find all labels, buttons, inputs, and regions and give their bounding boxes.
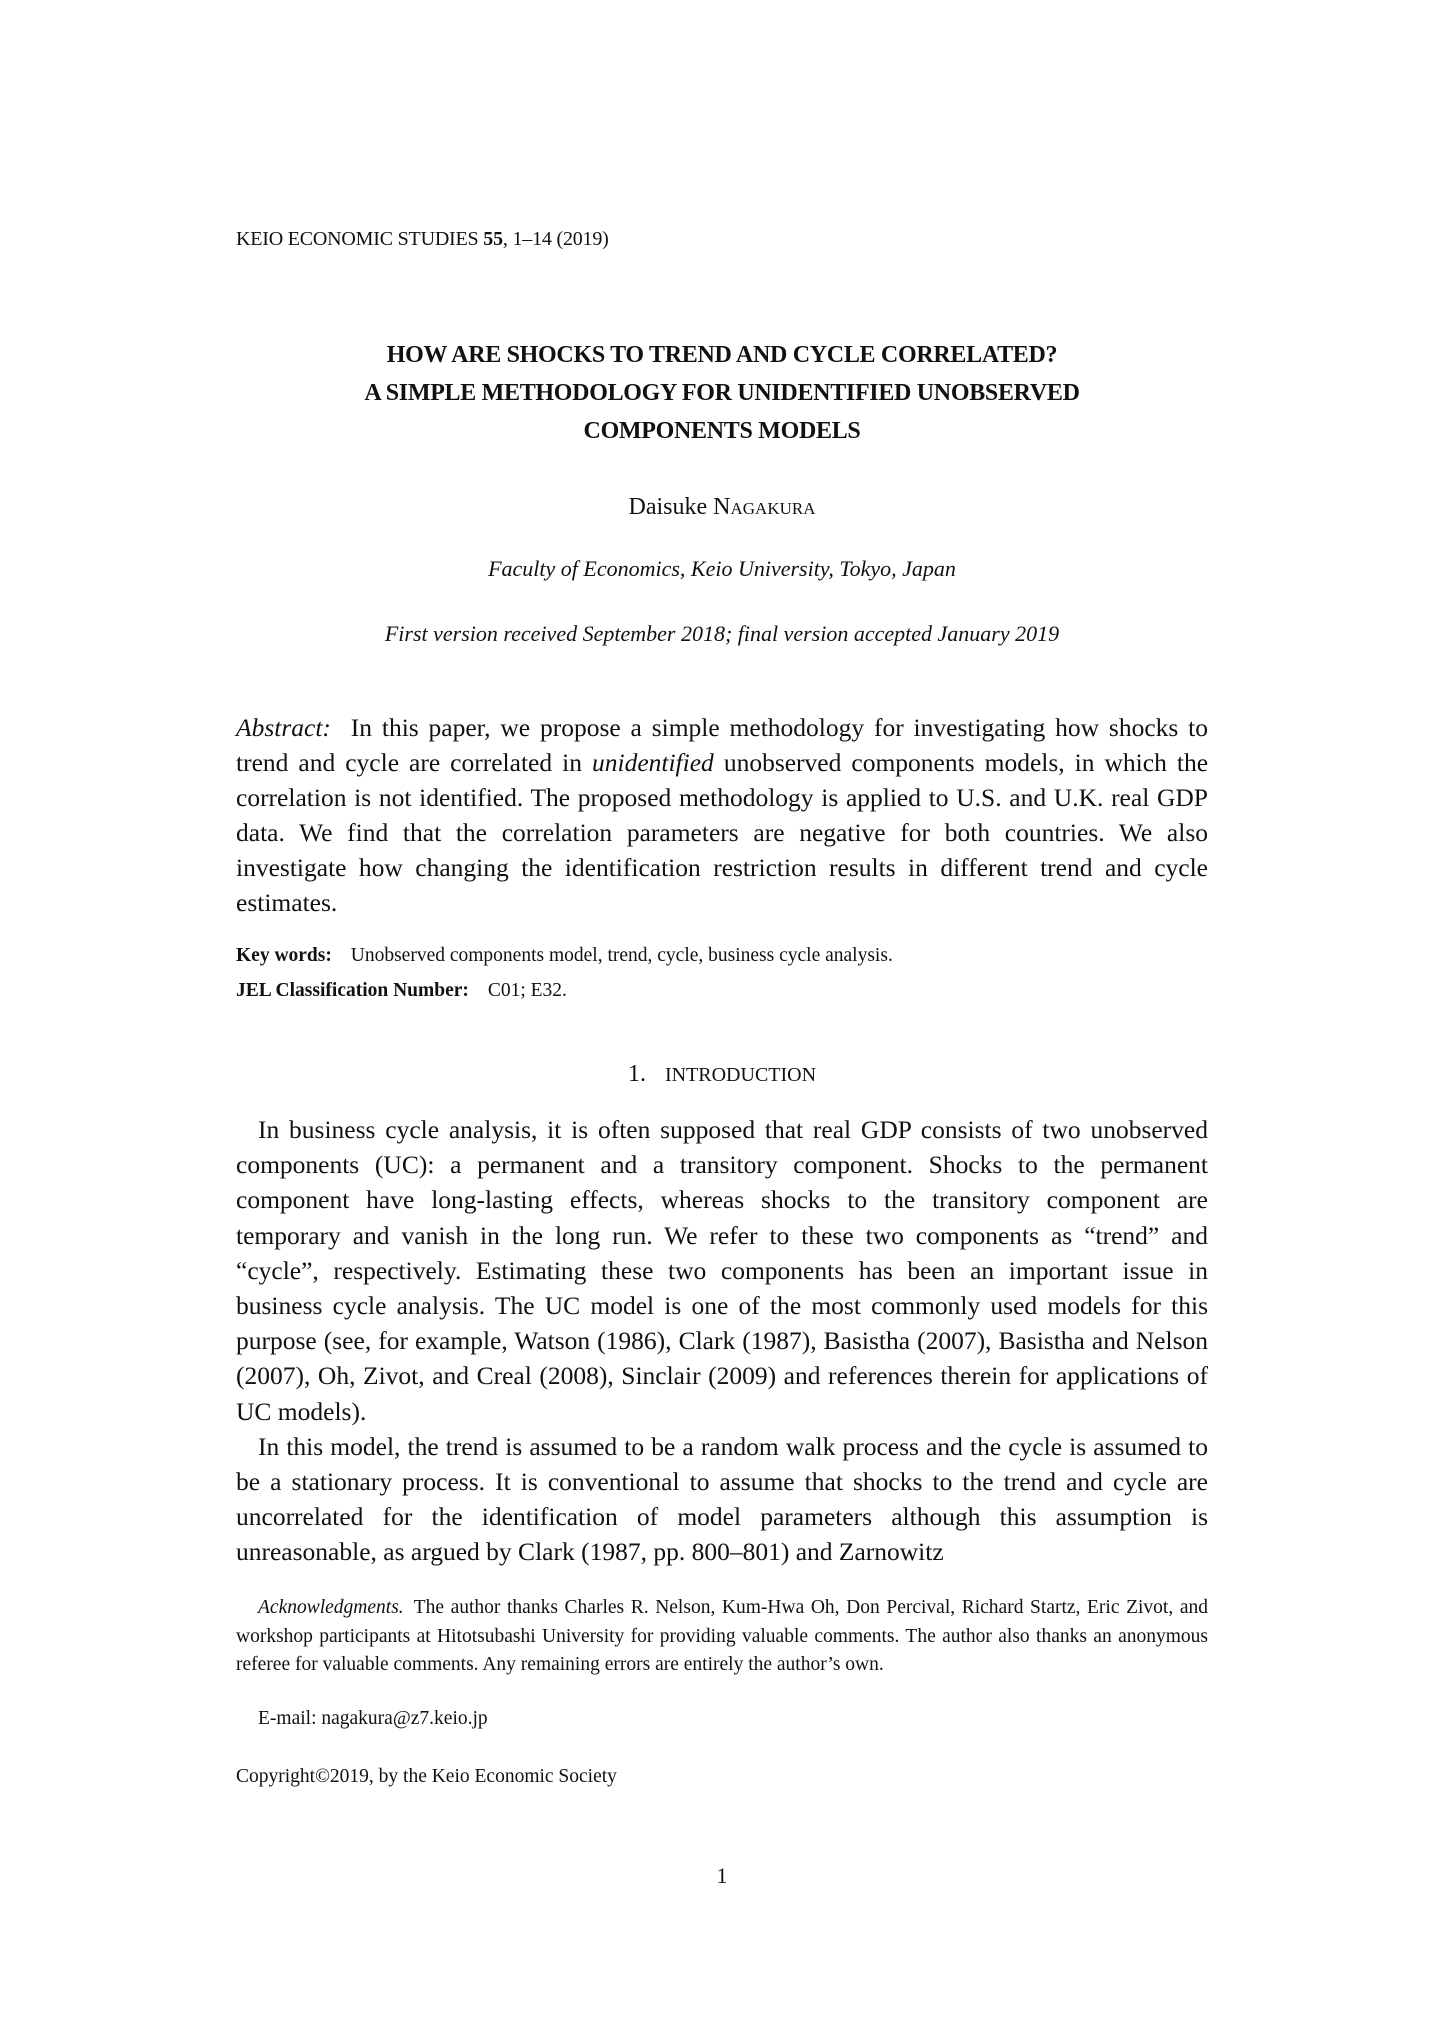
author-name — [236, 494, 1208, 521]
acknowledgments — [236, 1594, 1208, 1680]
title-line: A SIMPLE METHODOLOGY FOR UNIDENTIFIED UNOBSERVED — [364, 380, 1080, 406]
section-heading — [236, 1061, 1208, 1088]
acknowledgments-paragraph — [236, 1594, 1208, 1680]
body-paragraph: In this model, the trend is assumed to be a random walk process and the cycle is assumed to be a stationary process. It is conventional to assume that shocks to the trend and cycle are uncorrelated for the identification of model parameters although this assumption is unreasonable, as argued by Clark (1987, pp. 800–801) and Zarnowitz — [236, 1431, 1208, 1567]
jel-value: C01; E32. — [487, 980, 567, 1001]
journal-name: KEIO ECONOMIC STUDIES — [236, 228, 479, 250]
abstract-text-end: unobserved components models, in which the correlation is not identified. The proposed methodology is applied to U.S. and U.K. real GDP data. We find that the correlation parameters are negative for both countries. We also investigate how changing the identification restriction results in different trend and cycle estimates. — [236, 748, 1209, 917]
author-family-name: Nagakura — [713, 494, 816, 520]
body-paragraph: In business cycle analysis, it is often supposed that real GDP consists of two unobserved components (UC): a permanent and a transitory component. Shocks to the permanent component have long-lasting effects, whereas shocks to the transitory component are temporary and vanish in the long run. We refer to these two components as “trend” and “cycle”, respectively. Estimating these two components has been an important issue in business cycle analysis. The UC model is one of the most commonly used models for this purpose (see, for example, Watson (1986), Clark (1987), Basistha (2007), Basistha and Nelson (2007), Oh, Zivot, and Creal (2008), Sinclair (2009) and references therein for applications of UC models). — [236, 1115, 1208, 1426]
running-head — [236, 228, 609, 251]
copyright-notice: Copyright©2019, by the Keio Economic Society — [236, 1766, 617, 1787]
keywords-value: Unobserved components model, trend, cycle, business cycle analysis. — [350, 945, 893, 966]
abstract-text-start: In this paper, we propose a simple methodology for investigating how shocks to trend and cycle are correlated in — [236, 713, 1209, 777]
journal-pages-year: , 1–14 (2019) — [502, 228, 609, 250]
title-line: COMPONENTS MODELS — [583, 418, 861, 444]
acknowledgments-text: The author thanks Charles R. Nelson, Kum-Hwa Oh, Don Percival, Richard Startz, Eric Zivot, and workshop participants at Hitotsubashi University for providing valuable comments. The author also thanks an anonymous referee for valuable comments. Any remaining errors are entirely the author’s own. — [236, 1597, 1208, 1675]
keywords-line — [236, 938, 1208, 973]
received-dates: First version received September 2018; final version accepted January 2019 — [384, 621, 1060, 646]
title-line: HOW ARE SHOCKS TO TREND AND CYCLE CORRELATED? — [386, 342, 1058, 368]
keywords-label: Key words: — [236, 945, 332, 966]
jel-line — [236, 973, 1208, 1008]
jel-label: JEL Classification Number: — [236, 980, 469, 1001]
page-number: 1 — [716, 1863, 728, 1888]
abstract-label: Abstract: — [236, 713, 331, 742]
author-email: E-mail: nagakura@z7.keio.jp — [258, 1708, 488, 1729]
body-text — [236, 1112, 1208, 1570]
paper-title — [236, 336, 1208, 450]
section-title: INTRODUCTION — [664, 1064, 817, 1086]
section-number: 1. — [627, 1061, 646, 1087]
journal-volume: 55 — [483, 228, 503, 250]
acknowledgments-label: Acknowledgments. — [258, 1597, 404, 1618]
abstract — [236, 710, 1208, 920]
abstract-emphasis: unidentified — [591, 748, 714, 777]
affiliation: Faculty of Economics, Keio University, Tokyo, Japan — [488, 556, 956, 581]
author-given-name: Daisuke — [628, 494, 708, 520]
keywords-block — [236, 938, 1208, 1008]
